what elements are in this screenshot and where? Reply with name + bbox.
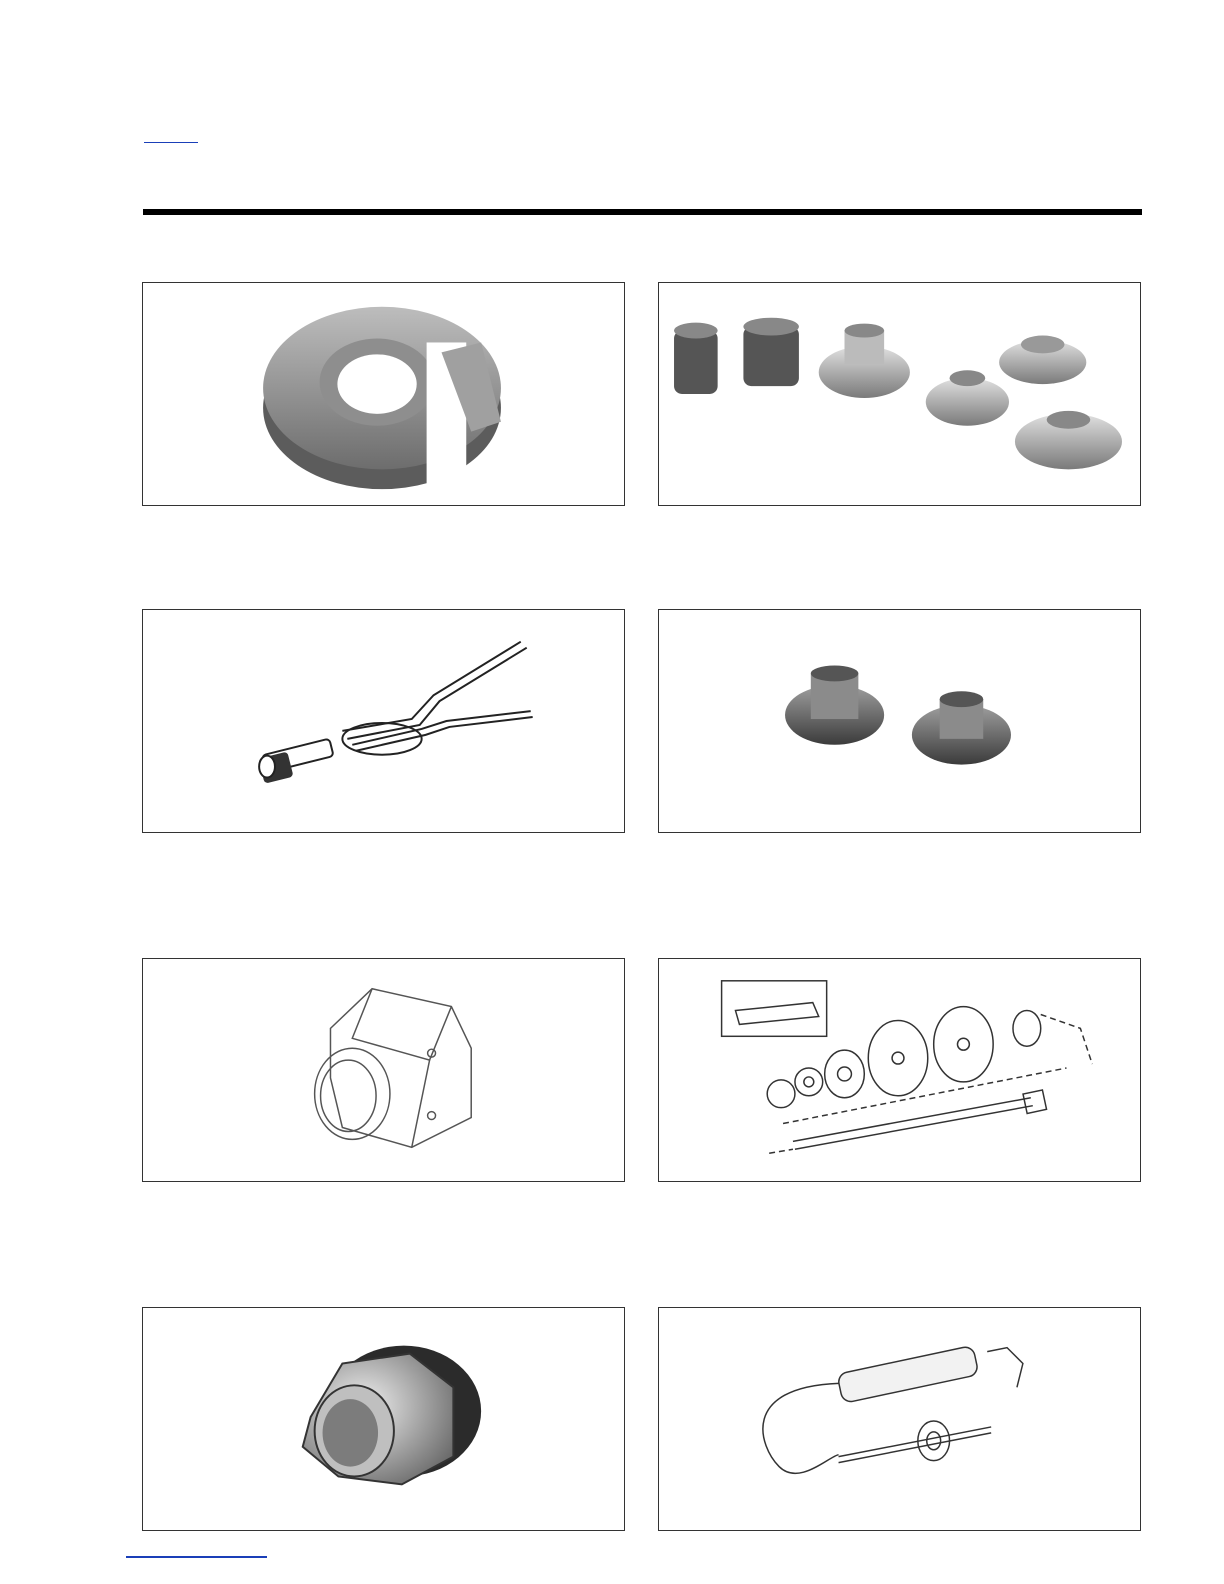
- bushing-adapter-set-icon: [659, 283, 1140, 505]
- pump-tool-icon: [659, 1308, 1140, 1530]
- bearing-installer-pair-icon: [659, 610, 1140, 832]
- tool-panel-5: [142, 958, 625, 1182]
- hose-clamp-pliers-icon: [143, 610, 624, 832]
- header-link[interactable]: [144, 126, 198, 143]
- flange-nut-icon: [143, 1308, 624, 1530]
- tool-panel-3: [142, 609, 625, 833]
- tool-panel-4: [658, 609, 1141, 833]
- tool-panel-2: [658, 282, 1141, 506]
- footer-link[interactable]: [126, 1556, 267, 1558]
- hex-socket-adapter-icon: [143, 959, 624, 1181]
- bushing-puller-kit-icon: [659, 959, 1140, 1181]
- tool-panel-8: [658, 1307, 1141, 1531]
- split-ring-nut-icon: [143, 283, 624, 505]
- tool-panel-7: [142, 1307, 625, 1531]
- header-rule: [143, 209, 1142, 215]
- tool-panel-1: [142, 282, 625, 506]
- tool-panel-6: [658, 958, 1141, 1182]
